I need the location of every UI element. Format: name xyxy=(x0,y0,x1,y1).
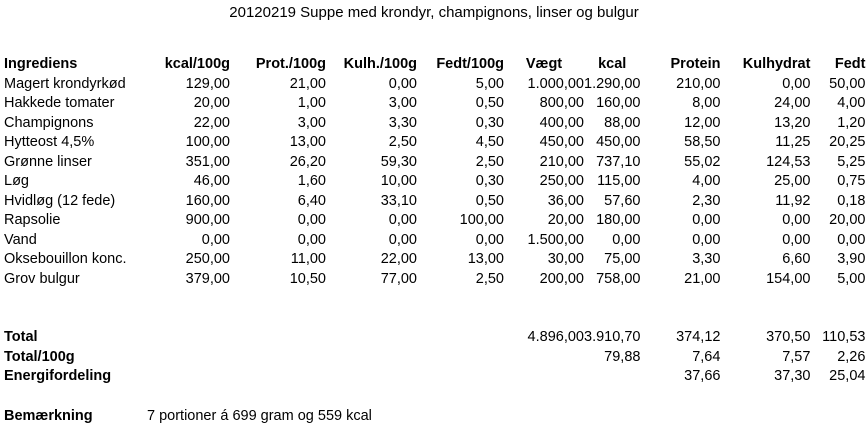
table-cell: 129,00 xyxy=(185,75,230,92)
table-cell: 1.290,00 xyxy=(584,75,641,92)
table-cell: 13,20 xyxy=(774,114,811,131)
table-cell: 26,20 xyxy=(289,153,326,170)
table-cell: 180,00 xyxy=(596,212,641,228)
table-cell: 57,60 xyxy=(604,192,641,209)
table-cell: 30,00 xyxy=(547,251,584,267)
row-label: Vand xyxy=(4,231,37,248)
header-vaegt: Vægt xyxy=(525,56,563,72)
table-cell xyxy=(584,367,640,387)
table-cell: 0,00 xyxy=(837,231,866,248)
table-cell: 154,00 xyxy=(766,270,811,287)
table-cell: 0,00 xyxy=(475,231,504,248)
table-cell: 6,40 xyxy=(297,192,326,209)
table-cell: 7,57 xyxy=(782,348,811,365)
table-cell: 7,64 xyxy=(692,348,721,365)
table-cell: 3.910,70 xyxy=(584,329,641,345)
table-cell: 1.500,00 xyxy=(527,231,584,248)
row-label: Total/100g xyxy=(4,348,75,365)
table-cell: 0,50 xyxy=(475,95,504,111)
table-cell: 100,00 xyxy=(459,212,504,228)
table-cell xyxy=(504,367,584,387)
remark xyxy=(4,406,372,426)
table-cell: 33,10 xyxy=(380,192,417,209)
table-cell: 2,50 xyxy=(475,153,504,170)
table-cell: 37,66 xyxy=(684,368,721,384)
row-label: Grønne linser xyxy=(4,153,92,170)
table-cell: 4,50 xyxy=(475,134,504,150)
table-cell xyxy=(417,328,504,348)
row-label: Hytteost 4,5% xyxy=(4,134,95,150)
table-cell: 13,00 xyxy=(289,134,326,150)
table-cell: 3,90 xyxy=(837,251,866,267)
table-cell: 200,00 xyxy=(539,270,584,287)
table-cell: 0,00 xyxy=(388,212,417,228)
table-cell: 0,50 xyxy=(475,192,504,209)
table-cell: 22,00 xyxy=(193,114,230,131)
table-cell: 0,75 xyxy=(837,173,866,189)
table-cell: 737,10 xyxy=(596,153,641,170)
table-cell: 2,30 xyxy=(692,192,721,209)
totals-row xyxy=(4,348,865,368)
table-cell xyxy=(147,328,230,348)
table-cell: 0,30 xyxy=(475,114,504,131)
table-cell: 124,53 xyxy=(766,153,811,170)
table-cell: 0,00 xyxy=(782,75,811,92)
row-label: Løg xyxy=(4,173,29,189)
table-cell: 374,12 xyxy=(676,329,721,345)
table-cell: 0,00 xyxy=(388,75,417,92)
table-cell: 10,50 xyxy=(289,270,326,287)
table-cell: 79,88 xyxy=(604,348,641,365)
totals-row xyxy=(4,328,865,348)
table-cell: 0,00 xyxy=(782,212,811,228)
row-label: Grov bulgur xyxy=(4,270,80,287)
table-cell: 37,30 xyxy=(774,368,811,384)
table-cell: 11,25 xyxy=(775,134,811,150)
row-label: Magert krondyrkød xyxy=(4,75,126,92)
table-cell: 0,30 xyxy=(475,173,504,189)
table-row xyxy=(4,153,865,173)
table-cell: 5,25 xyxy=(837,153,866,170)
nutrition-table xyxy=(4,55,865,387)
row-label: Energifordeling xyxy=(4,368,112,384)
totals-row xyxy=(4,367,865,387)
table-cell: 20,00 xyxy=(829,212,866,228)
table-cell: 900,00 xyxy=(185,212,230,228)
row-label: Oksebouillon konc. xyxy=(4,251,127,267)
table-cell: 25,04 xyxy=(829,368,866,384)
table-cell: 450,00 xyxy=(596,134,641,150)
table-cell xyxy=(326,367,417,387)
table-cell: 55,02 xyxy=(684,153,721,170)
table-cell: 160,00 xyxy=(596,95,641,111)
row-label: Champignons xyxy=(4,114,94,131)
table-cell: 1,60 xyxy=(297,173,326,189)
header-protein: Protein xyxy=(670,56,721,72)
header-prot-per-100g: Prot./100g xyxy=(255,56,326,72)
table-cell: 20,25 xyxy=(829,134,866,150)
table-cell: 59,30 xyxy=(380,153,417,170)
header-kulh-per-100g: Kulh./100g xyxy=(343,56,417,72)
table-row xyxy=(4,172,865,192)
table-cell: 20,00 xyxy=(193,95,230,111)
table-cell: 3,30 xyxy=(692,251,721,267)
table-cell: 0,00 xyxy=(692,231,721,248)
table-cell: 4,00 xyxy=(837,95,866,111)
table-cell: 0,00 xyxy=(692,212,721,228)
table-row xyxy=(4,211,865,231)
table-cell: 2,50 xyxy=(475,270,504,287)
table-cell: 3,00 xyxy=(297,114,326,131)
table-cell: 250,00 xyxy=(185,251,230,267)
table-cell: 160,00 xyxy=(185,192,230,209)
table-cell: 1,00 xyxy=(297,95,326,111)
table-cell: 4.896,00 xyxy=(527,329,584,345)
header-kulhydrat: Kulhydrat xyxy=(742,56,811,72)
table-cell: 6,60 xyxy=(782,251,811,267)
sheet-title: 20120219 Suppe med krondyr, champignons, linser og bulgur xyxy=(229,4,639,21)
table-row xyxy=(4,192,865,212)
table-cell xyxy=(417,367,504,387)
table-cell: 0,00 xyxy=(388,231,417,248)
table-cell: 13,00 xyxy=(467,251,504,267)
table-cell: 77,00 xyxy=(380,270,417,287)
table-cell: 5,00 xyxy=(475,75,504,92)
table-cell: 10,00 xyxy=(380,173,417,189)
table-cell xyxy=(230,328,326,348)
table-row xyxy=(4,114,865,134)
table-cell: 110,53 xyxy=(822,329,866,345)
table-row xyxy=(4,75,865,95)
table-cell: 115,00 xyxy=(597,173,641,189)
header-kcal-per-100g: kcal/100g xyxy=(164,56,230,72)
table-cell: 2,50 xyxy=(388,134,417,150)
table-cell: 25,00 xyxy=(774,173,811,189)
table-row xyxy=(4,231,865,251)
table-cell: 36,00 xyxy=(547,192,584,209)
table-cell: 22,00 xyxy=(380,251,417,267)
table-cell: 88,00 xyxy=(604,114,641,131)
header-fedt: Fedt xyxy=(834,56,866,72)
remark-text: 7 portioner á 699 gram og 559 kcal xyxy=(147,408,372,424)
table-cell: 800,00 xyxy=(539,95,584,111)
table-cell xyxy=(147,367,230,387)
row-label: Total xyxy=(4,329,38,345)
header-ingrediens: Ingrediens xyxy=(4,56,78,72)
header-kcal: kcal xyxy=(598,56,627,72)
table-cell xyxy=(147,348,230,368)
table-cell: 3,00 xyxy=(388,95,417,111)
table-cell: 0,00 xyxy=(201,231,230,248)
table-cell: 11,92 xyxy=(775,192,811,209)
header-row xyxy=(4,55,865,75)
table-cell: 8,00 xyxy=(692,95,721,111)
table-cell: 0,18 xyxy=(837,192,866,209)
table-row xyxy=(4,133,865,153)
remark-label: Bemærkning xyxy=(4,408,93,424)
table-cell xyxy=(230,367,326,387)
table-cell: 100,00 xyxy=(185,134,230,150)
table-cell: 75,00 xyxy=(604,251,641,267)
table-cell: 11,00 xyxy=(290,251,326,267)
table-cell xyxy=(326,348,417,368)
table-cell: 379,00 xyxy=(185,270,230,287)
table-cell: 400,00 xyxy=(539,114,584,131)
table-cell xyxy=(504,348,584,368)
table-cell: 4,00 xyxy=(692,173,721,189)
table-cell: 250,00 xyxy=(539,173,584,189)
header-fedt-per-100g: Fedt/100g xyxy=(436,56,504,72)
table-cell: 351,00 xyxy=(185,153,230,170)
table-cell: 5,00 xyxy=(837,270,866,287)
table-cell: 210,00 xyxy=(539,153,584,170)
table-cell: 12,00 xyxy=(684,114,721,131)
table-cell: 3,30 xyxy=(388,114,417,131)
table-cell: 1.000,00 xyxy=(527,75,584,92)
table-cell xyxy=(417,348,504,368)
row-label: Rapsolie xyxy=(4,212,61,228)
table-cell: 370,50 xyxy=(766,329,811,345)
table-row xyxy=(4,94,865,114)
table-row xyxy=(4,270,865,290)
table-cell: 0,00 xyxy=(297,231,326,248)
table-cell: 0,00 xyxy=(297,212,326,228)
table-cell: 0,00 xyxy=(782,231,811,248)
table-cell: 21,00 xyxy=(684,270,721,287)
table-cell xyxy=(230,348,326,368)
table-cell: 20,00 xyxy=(547,212,584,228)
table-cell: 21,00 xyxy=(289,75,326,92)
table-cell: 58,50 xyxy=(684,134,721,150)
table-cell: 758,00 xyxy=(596,270,641,287)
table-cell: 0,00 xyxy=(612,231,641,248)
row-label: Hakkede tomater xyxy=(4,95,115,111)
table-cell: 1,20 xyxy=(837,114,866,131)
table-cell: 450,00 xyxy=(539,134,584,150)
table-cell: 46,00 xyxy=(193,173,230,189)
table-cell: 50,00 xyxy=(829,75,866,92)
table-cell: 24,00 xyxy=(774,95,811,111)
table-cell xyxy=(326,328,417,348)
table-cell: 210,00 xyxy=(676,75,721,92)
table-cell: 2,26 xyxy=(837,348,866,365)
row-label: Hvidløg (12 fede) xyxy=(4,192,116,209)
table-row xyxy=(4,250,865,270)
